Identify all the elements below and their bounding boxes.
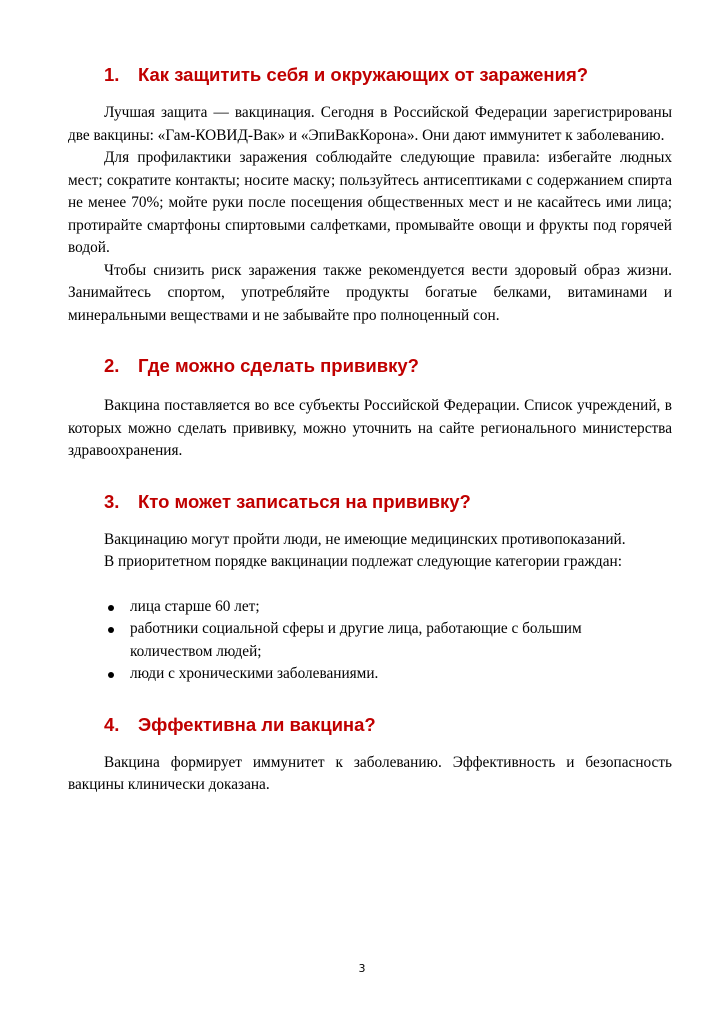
bullet-icon (108, 627, 114, 633)
list-item (68, 663, 672, 686)
section-3 (68, 489, 672, 686)
section-2-title: Где можно сделать прививку? (138, 355, 419, 376)
priority-categories-list (68, 596, 672, 686)
bullet-icon (108, 672, 114, 678)
section-3-number: 3. (104, 490, 120, 512)
section-4-heading (68, 712, 672, 738)
section-2-heading (68, 353, 672, 379)
list-item (68, 596, 672, 619)
section-1-paragraph-1: Лучшая защита — вакцинация. Сегодня в Российской Федерации зарегистрированы две вакцины: «Гам-КОВИД-Вак» и «ЭпиВакКорона». Они дают иммунитет к заболеванию. (68, 104, 672, 144)
section-1-number: 1. (104, 64, 120, 85)
section-2 (68, 353, 672, 463)
bullet-icon (108, 605, 114, 611)
section-4-paragraph-1: Вакцина формирует иммунитет к заболеванию. Эффективность и безопасность вакцины клинически доказана. (68, 753, 672, 793)
section-1-paragraph-2: Для профилактики заражения соблюдайте следующие правила: избегайте людных мест; сократите контакты; носите маску; пользуйтесь антисептиками с содержанием спирта не менее 70%; мойте руки после посещения общественных мест и не касайтесь ими лица; протирайте смартфоны спиртовыми салфетками, промывайте овощи и фрукты под горячей водой. (68, 149, 672, 256)
section-3-title: Кто может записаться на прививку? (138, 490, 471, 512)
section-2-paragraph-1: Вакцина поставляется во все субъекты Российской Федерации. Список учреждений, в которых можно сделать прививку, можно уточнить на сайте регионального министерства здравоохранения. (68, 397, 672, 459)
section-3-paragraph-2: В приоритетном порядке вакцинации подлежат следующие категории граждан: (104, 553, 622, 570)
list-item-text: работники социальной сферы и другие лица, работающие с большим количеством людей; (130, 620, 582, 660)
page-number: 3 (358, 962, 366, 975)
section-4-number: 4. (104, 713, 120, 735)
section-1-title: Как защитить себя и окружающих от заражения? (138, 64, 589, 85)
list-item-text: люди с хроническими заболеваниями. (130, 665, 379, 682)
section-1 (68, 62, 672, 327)
section-4-title: Эффективна ли вакцина? (138, 713, 376, 735)
section-3-paragraph-1: Вакцинацию могут пройти люди, не имеющие медицинских противопоказаний. (104, 530, 626, 548)
section-1-paragraph-3: Чтобы снизить риск заражения также рекомендуется вести здоровый образ жизни. Занимайтесь спортом, употребляйте продукты богатые белками, витаминами и минеральными веществами и не забывайте про полноценный сон. (68, 261, 672, 324)
page-content (68, 62, 672, 797)
list-item-text: лица старше 60 лет; (130, 597, 260, 615)
section-2-number: 2. (104, 355, 120, 376)
list-item (68, 618, 672, 663)
section-4 (68, 712, 672, 797)
section-3-heading (68, 489, 672, 515)
section-1-heading (68, 62, 672, 88)
